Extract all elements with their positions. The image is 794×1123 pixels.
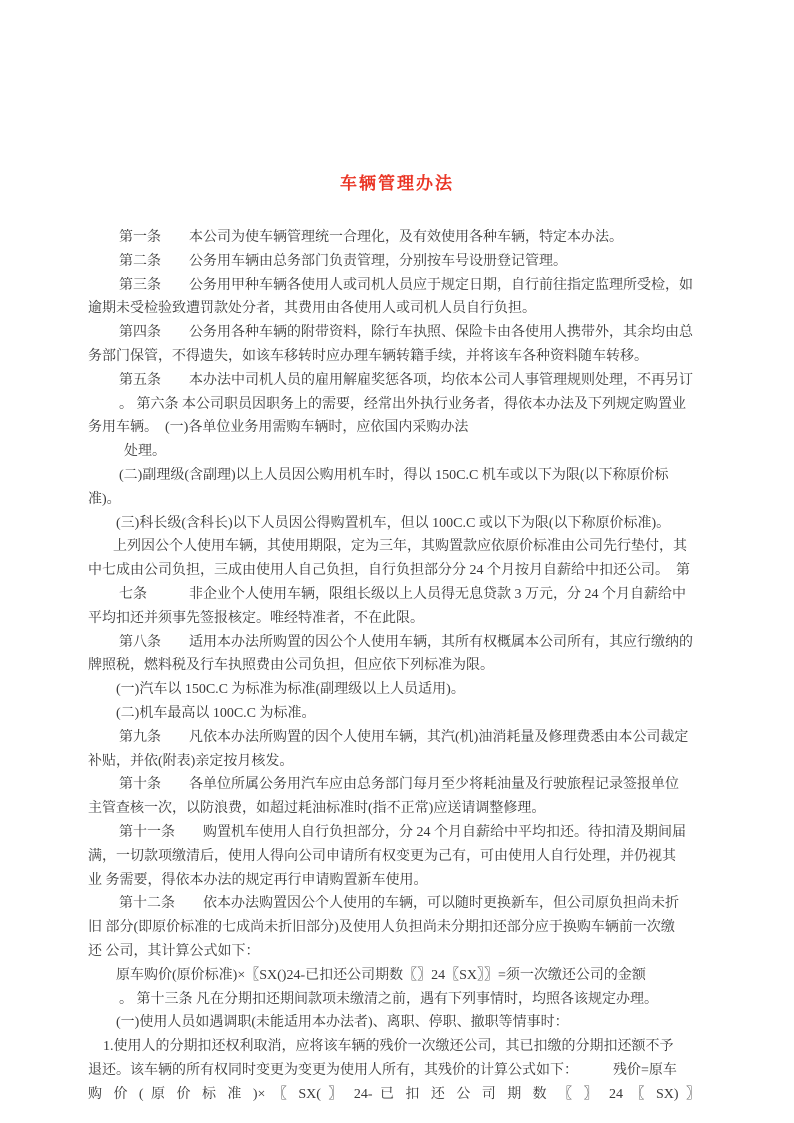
- document-line: 第十一条 购置机车使用人自行负担部分，分 24 个月自薪给中平均扣还。待扣清及期间届: [119, 824, 686, 840]
- document-title: 车辆管理办法: [340, 174, 454, 193]
- document-line: 满，一切款项缴清后，使用人得向公司申请所有权变更为己有，可由使用人自行处理，并仍视其: [88, 848, 676, 864]
- document-line: 处理。: [124, 444, 166, 460]
- document-line: 务用车辆。 (一)各单位业务用需购车辆时，应依国内采购办法: [88, 420, 469, 436]
- document-line: 第九条 凡依本办法所购置的因个人使用车辆，其汽(机)油消耗量及修理费悉由本公司裁定: [119, 729, 689, 745]
- document-line: (二)副理级(含副理)以上人员因公购用机车时，得以 150C.C 机车或以下为限(以下称原价标: [119, 467, 669, 483]
- document-line: 购 价 ( 原 价 标 准 )× 〖 SX( 〗 24- 已 扣 还 公 司 期 数 〖 〗 24 〖 SX) 〗: [88, 1086, 700, 1102]
- document-line: 第五条 本办法中司机人员的雇用解雇奖惩各项，均依本公司人事管理规则处理，不再另订: [119, 372, 693, 388]
- document-line: 。 第十三条 凡在分期扣还期间款项未缴清之前，遇有下列事情时，均照各该规定办理。: [119, 991, 658, 1007]
- document-line: (一)汽车以 150C.C 为标准为标准(副理级以上人员适用)。: [116, 682, 465, 698]
- document-line: 逾期未受检验致遭罚款处分者，其费用由各使用人或司机人员自行负担。: [88, 301, 536, 317]
- document-line: 1.使用人的分期扣还权利取消，应将该车辆的残价一次缴还公司，其已扣缴的分期扣还额不予: [103, 1039, 674, 1055]
- document-line: 主管查核一次，以防浪费，如超过耗油标准时(指不正常)应送请调整修理。: [88, 801, 546, 817]
- document-line: (二)机车最高以 100C.C 为标准。: [116, 705, 316, 721]
- document-line: 牌照税，燃料税及行车执照费由公司负担，但应依下列标准为限。: [88, 658, 494, 674]
- document-line: 中七成由公司负担，三成由使用人自己负担，自行负担部分分 24 个月按月自薪给中扣还公司。 第: [88, 563, 690, 579]
- document-line: 第十条 各单位所属公务用汽车应由总务部门每月至少将耗油量及行驶旅程记录签报单位: [119, 777, 679, 793]
- document-line: 第八条 适用本办法所购置的因公个人使用车辆，其所有权概属本公司所有，其应行缴纳的: [119, 634, 693, 650]
- document-line: 旧 部分(即原价标准的七成尚未折旧部分)及使用人负担尚未分期扣还部分应于换购车辆前一次缴: [88, 920, 675, 936]
- document-line: 第十二条 依本办法购置因公个人使用的车辆，可以随时更换新车，但公司原负担尚未折: [119, 896, 679, 912]
- document-body: [88, 226, 706, 1106]
- document-line: 原车购价(原价标准)×〖SX()24-已扣还公司期数〖〗24〖SX〗〗=须一次缴还公司的金额: [116, 967, 646, 983]
- document-line: 平均扣还并须事先签报核定。唯经特准者，不在此限。: [88, 610, 424, 626]
- document-line: 准)。: [88, 491, 121, 507]
- document-line: 第四条 公务用各种车辆的附带资料，除行车执照、保险卡由各使用人携带外，其余均由总: [119, 325, 693, 341]
- document-line: 还 公司，其计算公式如下：: [88, 943, 260, 959]
- document-line: 第三条 公务用甲种车辆各使用人或司机人员应于规定日期，自行前往指定监理所受检，如: [119, 277, 693, 293]
- document-line: 第二条 公务用车辆由总务部门负责管理，分别按车号设册登记管理。: [119, 253, 567, 269]
- document-line: 退还。该车辆的所有权同时变更为变更为使用人所有，其残价的计算公式如下： 残价=原车: [88, 1062, 677, 1078]
- document-line: 业 务需要，得依本办法的规定再行申请购置新车使用。: [88, 872, 428, 888]
- document-line: 第一条 本公司为使车辆管理统一合理化，及有效使用各种车辆，特定本办法。: [119, 230, 623, 245]
- document-line: (一)使用人员如遇调职(未能适用本办法者)、离职、停职、撤职等情事时：: [116, 1015, 569, 1031]
- document-line: 上列因公个人使用车辆，其使用期限，定为三年，其购置款应依原价标准由公司先行垫付，其: [113, 539, 687, 555]
- document-line: (三)科长级(含科长)以下人员因公得购置机车，但以 100C.C 或以下为限(以下称原价标准)。: [116, 515, 671, 531]
- document-line: 补贴，并依(附表)亲定按月核发。: [88, 753, 294, 769]
- document-line: 。 第六条 本公司职员因职务上的需要，经常出外执行业务者，得依本办法及下列规定购置业: [119, 396, 686, 412]
- document-line: 务部门保管，不得遗失，如该车移转时应办理车辆转籍手续，并将该车各种资料随车转移。: [88, 348, 648, 364]
- document-line: 七条 非企业个人使用车辆，限组长级以上人员得无息贷款 3 万元，分 24 个月自薪给中: [119, 586, 686, 602]
